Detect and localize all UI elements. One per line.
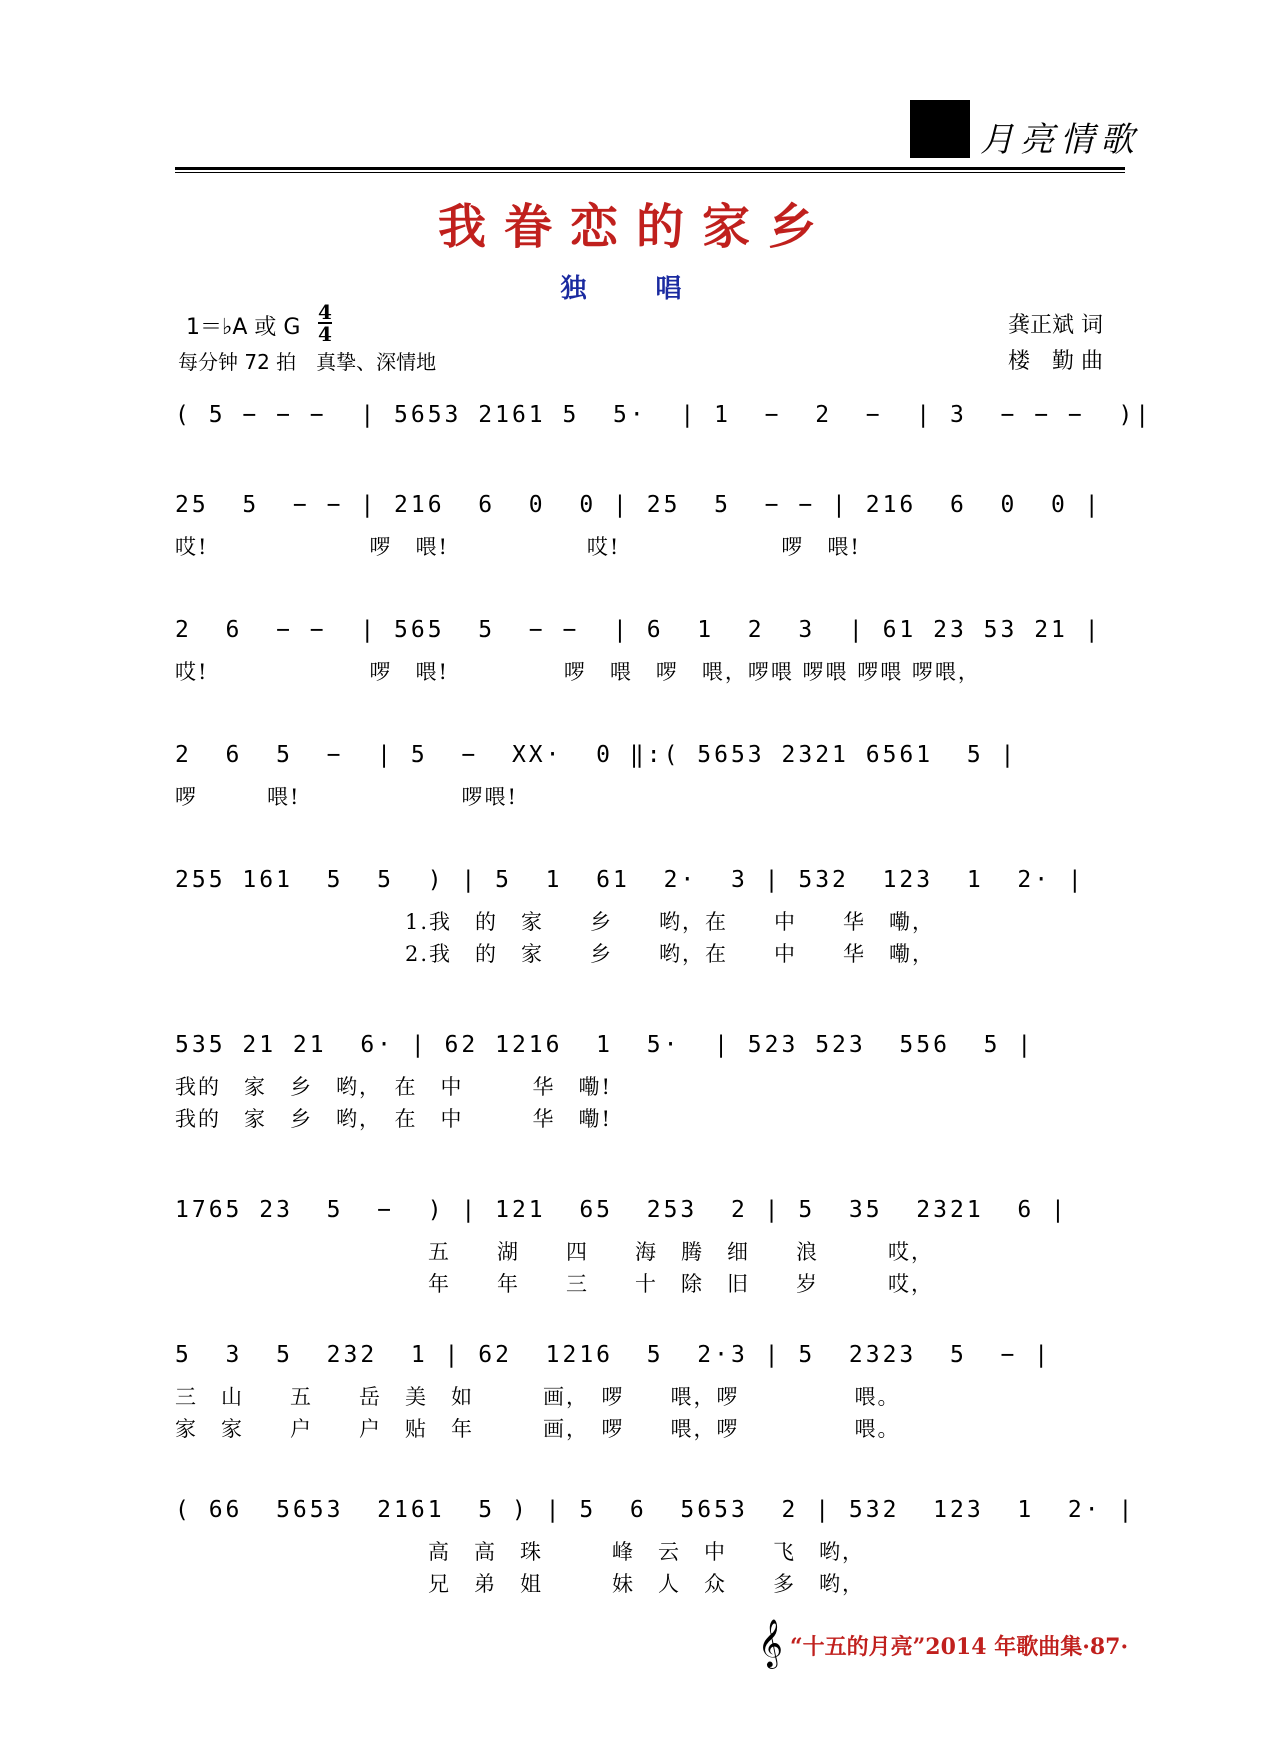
lyric-line: 2.我 的 家 乡 哟，在 中 华 嘞， (175, 942, 936, 966)
header-rule-thin (175, 172, 1125, 173)
notation-line: ( 5 − − − | 5653 2161 5 5· | 1 − 2 − | 3 − − − )| (175, 402, 1153, 428)
page-title: 我眷恋的家乡 (437, 199, 834, 255)
lyric-line: 1.我 的 家 乡 哟，在 中 华 嘞， (175, 910, 936, 934)
logo-text: 月亮情歌 (980, 120, 1140, 160)
notation-line: 255 161 5 5 ) | 5 1 61 2· 3 | 532 123 1 2· | (175, 867, 1085, 893)
header-rule (175, 167, 1125, 170)
page-subtitle: 独 唱 (560, 274, 712, 304)
treble-clef-icon: 𝄞 (758, 1618, 783, 1667)
time-top: 4 (318, 300, 332, 324)
lyric-line: 兄 弟 姐 妹 人 众 多 哟， (175, 1572, 865, 1596)
tempo-marking: 每分钟 72 拍 真挚、深情地 (178, 350, 437, 374)
notation-line: 1765 23 5 − ) | 121 65 253 2 | 5 35 2321 6 | (175, 1197, 1068, 1223)
lyric-line: 我的 家 乡 哟， 在 中 华 嘞! (175, 1075, 612, 1099)
notation-line: 25 5 − − | 216 6 0 0 | 25 5 − − | 216 6 0 0 | (175, 492, 1102, 518)
footer-page-label: “十五的月亮”2014 年歌曲集·87· (790, 1634, 1129, 1660)
notation-line: 5 3 5 232 1 | 62 1216 5 2·3 | 5 2323 5 − | (175, 1342, 1052, 1368)
notation-line: 2 6 5 − | 5 − XX· 0 ‖:( 5653 2321 6561 5 | (175, 742, 1018, 768)
lyric-line: 家 家 户 户 贴 年 画， 啰 喂，啰 喂。 (175, 1417, 901, 1441)
composer: 楼 勤 曲 (1008, 349, 1103, 374)
lyric-line: 年 年 三 十 除 旧 岁 哎， (175, 1272, 934, 1296)
logo-moon-icon (910, 100, 970, 158)
lyric-line: 高 高 珠 峰 云 中 飞 哟， (175, 1540, 865, 1564)
time-bottom: 4 (318, 322, 332, 346)
lyric-line: 五 湖 四 海 腾 细 浪 哎， (175, 1240, 934, 1264)
notation-line: 2 6 − − | 565 5 − − | 6 1 2 3 | 61 23 53 21 | (175, 617, 1102, 643)
lyric-line: 啰 喂! 啰喂! (175, 785, 518, 809)
lyric-line: 哎! 啰 喂! 啰 喂 啰 喂，啰喂 啰喂 啰喂 啰喂， (175, 660, 981, 684)
lyric-line: 我的 家 乡 哟， 在 中 华 嘞! (175, 1107, 612, 1131)
lyric-line: 哎! 啰 喂! 哎! 啰 喂! (175, 535, 861, 559)
key-signature: 1＝♭A 或 G (186, 315, 301, 340)
notation-line: ( 66 5653 2161 5 ) | 5 6 5653 2 | 532 123 1 2· | (175, 1497, 1136, 1523)
lyric-line: 三 山 五 岳 美 如 画， 啰 喂，啰 喂。 (175, 1385, 901, 1409)
notation-line: 535 21 21 6· | 62 1216 1 5· | 523 523 556 5 | (175, 1032, 1035, 1058)
time-signature (318, 302, 332, 344)
lyricist: 龚正斌 词 (1008, 313, 1103, 338)
